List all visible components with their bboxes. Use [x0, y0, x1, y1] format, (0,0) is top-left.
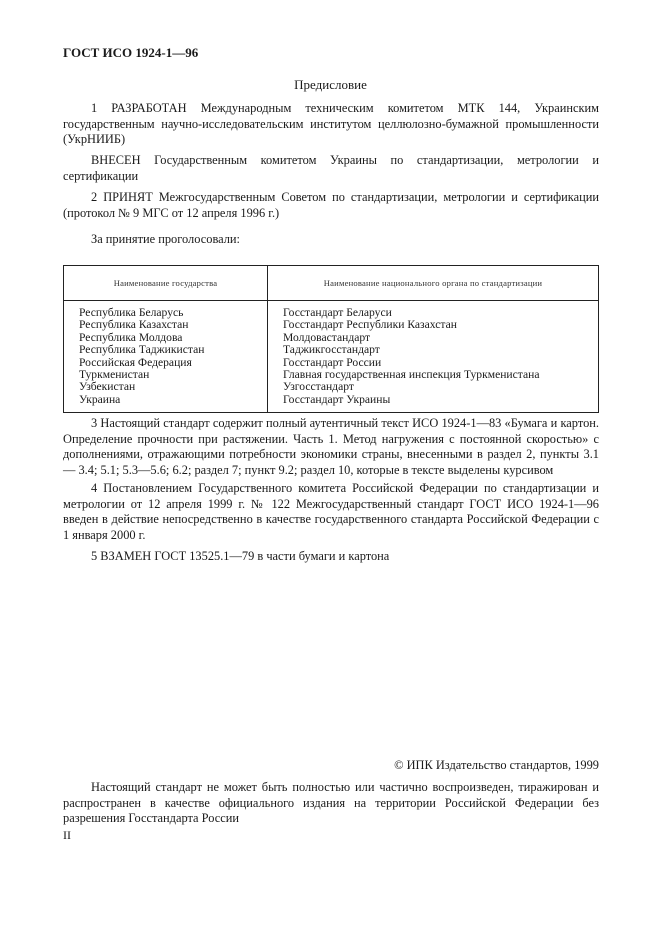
state-cell: Узбекистан: [79, 380, 136, 394]
paragraph-enacted: 4 Постановлением Государственного комитета Российской Федерации по стандартизации и метрологии от 12 апреля 1999 г. № 122 Межгосударственный стандарт ГОСТ ИСО 1924-1—96 введен в действие непосредственно в качестве государственного стандарта Российской Федерации с 1 января 2000 г.: [63, 481, 599, 542]
body-cell: Узгосстандарт: [283, 380, 354, 394]
document-header: ГОСТ ИСО 1924-1—96: [63, 45, 199, 60]
body-cell: Госстандарт Украины: [283, 392, 391, 406]
paragraph-content: 3 Настоящий стандарт содержит полный аутентичный текст ИСО 1924-1—83 «Бумага и картон. Определение прочности при растяжении. Часть 1. Метод нагружения с постоянной скоростью» с дополнениями, отражающими потребности экономики страны, внесенными в раздел 2, пункты 3.1 — 3.4; 5.1; 5.3—5.6; 6.2; раздел 7; пункт 9.2; раздел 10, которые в тексте выделены курсивом: [63, 416, 599, 477]
body-cell: Главная государственная инспекция Туркменистана: [283, 368, 540, 382]
paragraph-adopted: 2 ПРИНЯТ Межгосударственным Советом по стандартизации, метрологии и сертификации (протокол № 9 МГС от 12 апреля 1996 г.): [63, 190, 599, 220]
col-body-header: Наименование национального органа по стандартизации: [268, 266, 599, 301]
page-title: Предисловие: [294, 77, 367, 92]
state-cell: Республика Таджикистан: [79, 343, 205, 357]
body-cell: Госстандарт Беларуси: [283, 306, 392, 319]
voting-table: [63, 265, 599, 413]
state-cell: Украина: [79, 392, 121, 406]
state-cell: Республика Молдова: [79, 330, 183, 344]
state-column: [64, 301, 268, 413]
paragraph-replaces: 5 ВЗАМЕН ГОСТ 13525.1—79 в части бумаги и картона: [91, 549, 390, 563]
body-cell: Таджикгосстандарт: [283, 343, 380, 357]
paragraph-introduced: ВНЕСЕН Государственным комитетом Украины по стандартизации, метрологии и сертификации: [63, 153, 599, 183]
state-cell: Республика Казахстан: [79, 318, 189, 332]
page-number: II: [63, 828, 71, 842]
col-state-header: Наименование государства: [64, 266, 268, 301]
state-cell: Республика Беларусь: [79, 306, 184, 319]
copyright-notice: © ИПК Издательство стандартов, 1999: [394, 758, 599, 772]
paragraph-voted: За принятие проголосовали:: [91, 232, 240, 246]
reproduction-notice: Настоящий стандарт не может быть полностью или частично воспроизведен, тиражирован и распространен в качестве официального издания на территории Российской Федерации без разрешения Госстандарта России: [63, 780, 599, 826]
state-cell: Туркменистан: [79, 368, 150, 382]
body-cell: Молдовастандарт: [283, 330, 371, 344]
body-cell: Госстандарт России: [283, 355, 382, 369]
body-cell: Госстандарт Республики Казахстан: [283, 318, 457, 332]
state-cell: Российская Федерация: [79, 355, 192, 369]
table-header-row: [64, 266, 599, 301]
paragraph-developed: 1 РАЗРАБОТАН Международным техническим комитетом МТК 144, Украинским государственным научно-исследовательским институтом целлюлозно-бумажной промышленности (УкрНИИБ): [63, 101, 599, 147]
table-body-row: [64, 301, 599, 413]
body-column: [268, 301, 599, 413]
